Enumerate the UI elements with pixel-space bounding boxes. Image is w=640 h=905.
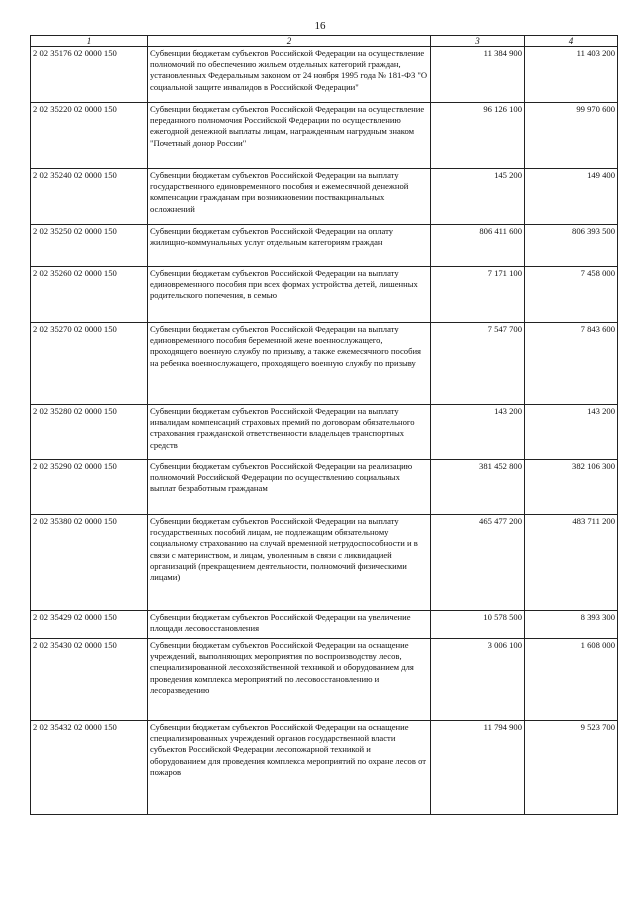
- budget-code: 2 02 35380 02 0000 150: [31, 515, 148, 611]
- budget-description: Субвенции бюджетам субъектов Российской Федерации на выплату единовременного пособия беременной жене военнослужащего, проходящего военную службу по призыву, а также ежемесячного пособия на ребенка военнослужащего, проходящего военную службу по призыву: [148, 323, 431, 405]
- amount-col4: 9 523 700: [525, 721, 618, 815]
- amount-col4: 806 393 500: [525, 225, 618, 267]
- budget-description: Субвенции бюджетам субъектов Российской Федерации на реализацию полномочий Российской Федерации по осуществлению социальных выплат безработным гражданам: [148, 460, 431, 515]
- budget-description: Субвенции бюджетам субъектов Российской Федерации на выплату государственного единовременного пособия и ежемесячной денежной компенсации гражданам при возникновении поствакцинальных осложнений: [148, 169, 431, 225]
- budget-code: 2 02 35432 02 0000 150: [31, 721, 148, 815]
- amount-col3: 806 411 600: [431, 225, 525, 267]
- budget-description: Субвенции бюджетам субъектов Российской Федерации на выплату государственных пособий лицам, не подлежащим обязательному социальному страхованию на случай временной нетрудоспособности и в связи с материнством, и лицам, уволенным в связи с ликвидацией организаций (прекращением деятельности, полномочий физическими лицами): [148, 515, 431, 611]
- budget-code: 2 02 35429 02 0000 150: [31, 611, 148, 639]
- table-row: [31, 103, 618, 169]
- table-row: [31, 225, 618, 267]
- amount-col4: 483 711 200: [525, 515, 618, 611]
- amount-col4: 1 608 000: [525, 639, 618, 721]
- table-row: [31, 323, 618, 405]
- amount-col3: 10 578 500: [431, 611, 525, 639]
- amount-col4: 143 200: [525, 405, 618, 460]
- table-row: [31, 721, 618, 815]
- table-row: [31, 405, 618, 460]
- amount-col4: 99 970 600: [525, 103, 618, 169]
- amount-col4: 149 400: [525, 169, 618, 225]
- amount-col3: 11 794 900: [431, 721, 525, 815]
- budget-code: 2 02 35270 02 0000 150: [31, 323, 148, 405]
- amount-col4: 382 106 300: [525, 460, 618, 515]
- budget-description: Субвенции бюджетам субъектов Российской Федерации на осуществление переданного полномочия Российской Федерации по осуществлению ежегодной денежной выплаты лицам, награжденным нагрудным знаком "Почетный донор России": [148, 103, 431, 169]
- amount-col3: 7 547 700: [431, 323, 525, 405]
- column-header-4: 4: [525, 36, 618, 47]
- budget-code: 2 02 35176 02 0000 150: [31, 47, 148, 103]
- amount-col3: 11 384 900: [431, 47, 525, 103]
- page-number: 16: [314, 20, 326, 32]
- amount-col3: 145 200: [431, 169, 525, 225]
- table-row: [31, 611, 618, 639]
- amount-col4: 8 393 300: [525, 611, 618, 639]
- amount-col3: 96 126 100: [431, 103, 525, 169]
- budget-description: Субвенции бюджетам субъектов Российской Федерации на выплату единовременного пособия при всех формах устройства детей, лишенных родительского попечения, в семью: [148, 267, 431, 323]
- budget-description: Субвенции бюджетам субъектов Российской Федерации на оплату жилищно-коммунальных услуг отдельным категориям граждан: [148, 225, 431, 267]
- column-header-2: 2: [148, 36, 431, 47]
- budget-code: 2 02 35260 02 0000 150: [31, 267, 148, 323]
- table-row: [31, 267, 618, 323]
- budget-code: 2 02 35290 02 0000 150: [31, 460, 148, 515]
- table-row: [31, 515, 618, 611]
- budget-description: Субвенции бюджетам субъектов Российской Федерации на выплату инвалидам компенсаций страховых премий по договорам обязательного страхования гражданской ответственности владельцев транспортных средств: [148, 405, 431, 460]
- amount-col4: 7 458 000: [525, 267, 618, 323]
- amount-col4: 11 403 200: [525, 47, 618, 103]
- budget-description: Субвенции бюджетам субъектов Российской Федерации на осуществление полномочий по обеспечению жильем отдельных категорий граждан, установленных Федеральным законом от 24 ноября 1995 года № 181-ФЗ "О социальной защите инвалидов в Российской Федерации": [148, 47, 431, 103]
- table-row: [31, 639, 618, 721]
- budget-code: 2 02 35430 02 0000 150: [31, 639, 148, 721]
- budget-code: 2 02 35220 02 0000 150: [31, 103, 148, 169]
- table-row: [31, 47, 618, 103]
- column-header-1: 1: [31, 36, 148, 47]
- budget-code: 2 02 35280 02 0000 150: [31, 405, 148, 460]
- budget-description: Субвенции бюджетам субъектов Российской Федерации на оснащение учреждений, выполняющих мероприятия по воспроизводству лесов, специализированной лесохозяйственной техникой и оборудованием для проведения комплекса мероприятий по лесовосстановлению и лесоразведению: [148, 639, 431, 721]
- amount-col3: 465 477 200: [431, 515, 525, 611]
- amount-col3: 381 452 800: [431, 460, 525, 515]
- table-row: [31, 169, 618, 225]
- amount-col4: 7 843 600: [525, 323, 618, 405]
- amount-col3: 3 006 100: [431, 639, 525, 721]
- table-row: [31, 460, 618, 515]
- budget-description: Субвенции бюджетам субъектов Российской Федерации на увеличение площади лесовосстановления: [148, 611, 431, 639]
- budget-code: 2 02 35250 02 0000 150: [31, 225, 148, 267]
- header-row: [31, 36, 618, 47]
- column-header-3: 3: [431, 36, 525, 47]
- budget-code: 2 02 35240 02 0000 150: [31, 169, 148, 225]
- budget-description: Субвенции бюджетам субъектов Российской Федерации на оснащение специализированных учреждений органов государственной власти субъектов Российской Федерации лесопожарной техникой и оборудованием для проведения комплекса мероприятий по охране лесов от пожаров: [148, 721, 431, 815]
- amount-col3: 7 171 100: [431, 267, 525, 323]
- amount-col3: 143 200: [431, 405, 525, 460]
- budget-table: [30, 35, 618, 815]
